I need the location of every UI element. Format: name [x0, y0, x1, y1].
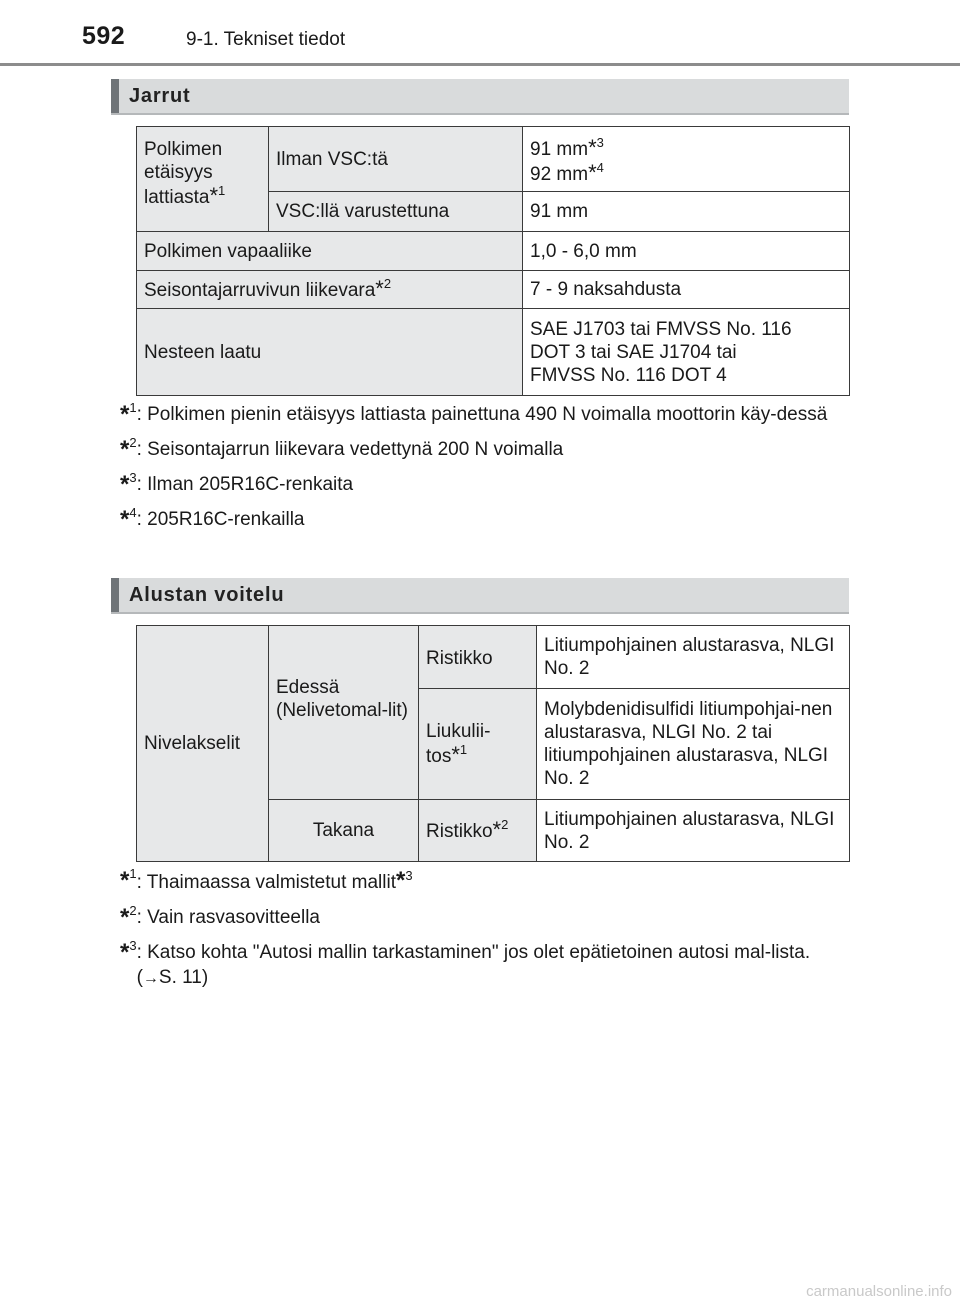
- with-vsc-label: VSC:llä varustettuna: [276, 201, 450, 222]
- section-bar-brakes: [111, 79, 849, 115]
- rear-cross-label-cell: [419, 800, 537, 862]
- asterisk-icon: *: [209, 183, 219, 208]
- without-vsc-label-cell: [269, 127, 523, 192]
- joints-label: Nivelakselit: [144, 733, 241, 754]
- footnote-marker: *$^2$: [120, 435, 137, 463]
- fluid-label: Nesteen laatu: [144, 341, 262, 363]
- cross-label: Ristikko: [426, 648, 493, 669]
- footnote-marker: *$^3$: [120, 938, 137, 966]
- rear-cross-value-cell: [537, 800, 850, 862]
- section-accent: [111, 79, 119, 113]
- rear-cross-value: Litiumpohjainen alustarasva, NLGI No. 2: [544, 808, 835, 853]
- free-play-label: Polkimen vapaaliike: [144, 240, 312, 262]
- parking-brake-label-cell: [137, 271, 523, 309]
- footnote-marker: *$^4$: [120, 505, 137, 533]
- fluid-value-3: FMVSS No. 116 DOT 4: [530, 364, 727, 386]
- brakes-footnotes: [120, 402, 850, 542]
- footnote-ref: 3: [596, 135, 604, 150]
- page-ref-link[interactable]: S. 11): [158, 967, 209, 988]
- footnote-marker: *$^3$: [120, 470, 137, 498]
- free-play-label-cell: [137, 232, 523, 271]
- fluid-value-1: SAE J1703 tai FMVSS No. 116: [530, 318, 792, 340]
- footnote-ref: 1: [459, 742, 468, 757]
- without-vsc-value-cell: [523, 127, 850, 192]
- without-vsc-label: Ilman VSC:tä: [276, 149, 388, 170]
- footnote-ref: 1: [218, 183, 226, 198]
- rear-label-cell: [269, 800, 419, 862]
- free-play-value: 1,0 - 6,0 mm: [530, 240, 637, 262]
- section-title: Alustan voitelu: [129, 584, 285, 606]
- parking-brake-value: 7 - 9 naksahdusta: [530, 279, 682, 300]
- front-label: Edessä (Nelivetomal-lit): [276, 677, 408, 721]
- header-rule: [0, 63, 960, 66]
- table-row: [137, 232, 850, 271]
- with-vsc-value: 91 mm: [530, 201, 589, 222]
- without-vsc-value-2: 92 mm: [530, 164, 589, 185]
- asterisk-icon: *: [588, 160, 597, 185]
- chassis-table: [136, 625, 850, 862]
- page-ref-arrow-icon: →: [142, 970, 159, 987]
- section-title: Jarrut: [129, 85, 191, 107]
- joints-label-cell: [137, 626, 269, 862]
- section-accent: [111, 578, 119, 612]
- footnote-text: : Ilman 205R16C-renkaita: [136, 474, 354, 495]
- footnote-ref: 2: [383, 276, 392, 291]
- table-row: [137, 127, 850, 192]
- section-bar-chassis: [111, 578, 849, 614]
- with-vsc-label-cell: [269, 192, 523, 232]
- with-vsc-value-cell: [523, 192, 850, 232]
- footnote-ref: 4: [596, 160, 604, 175]
- parking-brake-value-cell: [523, 271, 850, 309]
- footnote-text: : Katso kohta "Autosi mallin tarkastaminen" jos olet epätietoinen autosi mal-lista. (→S. 11): [136, 942, 811, 988]
- footnote-text: : Thaimaassa valmistetut mallit*$^3$: [136, 867, 413, 894]
- front-label-cell: [269, 626, 419, 800]
- footnote: [120, 472, 850, 497]
- footnote: [120, 905, 850, 930]
- footnote: [120, 507, 850, 532]
- footnote-marker: *$^1$: [120, 400, 137, 428]
- asterisk-icon: *: [375, 276, 384, 301]
- rear-label: Takana: [312, 820, 375, 841]
- table-row: [137, 271, 850, 309]
- slip-label: Liukulii-tos: [426, 721, 491, 767]
- table-row: [137, 626, 850, 689]
- cross-value-cell: [537, 626, 850, 689]
- page-number: 592: [82, 22, 126, 50]
- without-vsc-value-1: 91 mm: [530, 139, 589, 160]
- slip-value-cell: [537, 689, 850, 800]
- brakes-table: [136, 126, 850, 396]
- fluid-label-cell: [137, 309, 523, 396]
- pedal-height-label-cell: [137, 127, 269, 232]
- cross-value: Litiumpohjainen alustarasva, NLGI No. 2: [544, 635, 835, 679]
- footnote-text: : Vain rasvasovitteella: [136, 907, 320, 928]
- pedal-height-label: Polkimen etäisyys lattiasta: [144, 139, 223, 208]
- fluid-value-2: DOT 3 tai SAE J1704 tai: [530, 341, 737, 363]
- footnote-marker: *$^1$: [120, 866, 137, 894]
- asterisk-icon: *: [451, 742, 460, 767]
- parking-brake-label: Seisontajarruvivun liikevara: [144, 280, 376, 301]
- asterisk-icon: *: [588, 135, 597, 160]
- page-header: 9-1. Tekniset tiedot: [186, 29, 346, 50]
- slip-value: Molybdenidisulfidi litiumpohjai-nen alustarasva, NLGI No. 2 tai litiumpohjainen alustarasva, NLGI No. 2: [544, 699, 833, 789]
- watermark: carmanualsonline.info: [806, 1283, 952, 1300]
- chassis-footnotes: [120, 868, 850, 1001]
- footnote-marker: *$^2$: [120, 903, 137, 931]
- footnote-text: : Seisontajarrun liikevara vedettynä 200 N voimalla: [136, 439, 564, 460]
- footnote-text: : Polkimen pienin etäisyys lattiasta painettuna 490 N voimalla moottorin käy-dessä: [136, 404, 828, 425]
- footnote: [120, 402, 850, 427]
- slip-label-cell: [419, 689, 537, 800]
- footnote: [120, 437, 850, 462]
- table-row: [137, 309, 850, 396]
- asterisk-icon: *: [492, 817, 502, 842]
- free-play-value-cell: [523, 232, 850, 271]
- fluid-value-cell: [523, 309, 850, 396]
- footnote: [120, 940, 850, 991]
- rear-cross-label: Ristikko: [426, 821, 493, 842]
- footnote-ref: 2: [501, 817, 509, 832]
- cross-label-cell: [419, 626, 537, 689]
- footnote-text: : 205R16C-renkailla: [136, 509, 305, 530]
- footnote: [120, 868, 850, 895]
